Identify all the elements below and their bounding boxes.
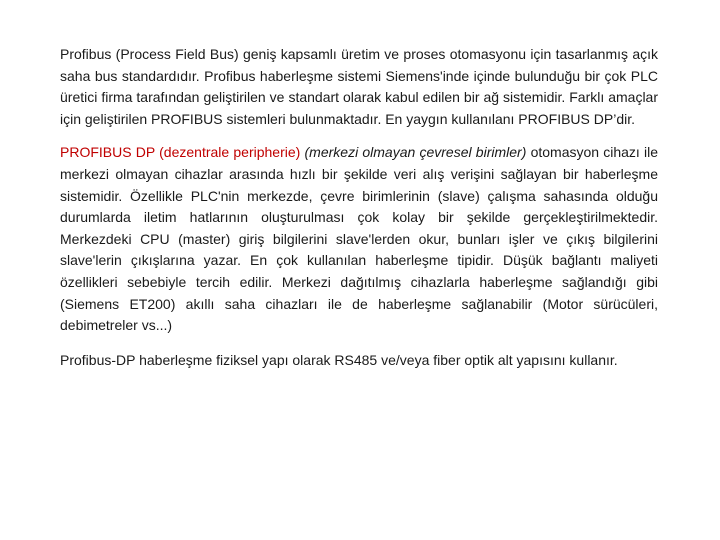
paragraph-physical-layer: Profibus-DP haberleşme fiziksel yapı olarak RS485 ve/veya fiber optik alt yapısını kullanır. <box>60 351 618 368</box>
profibus-dp-translation: (merkezi olmayan çevresel birimler) <box>304 144 527 161</box>
paragraph-profibus-dp <box>60 142 658 336</box>
profibus-dp-term: PROFIBUS DP (dezentrale peripherie) <box>60 144 301 161</box>
profibus-dp-description: otomasyon cihazı ile merkezi olmayan cihazlar arasında hızlı bir şekilde veri alış verişini sağlayan bir haberleşme sistemidir. Özellikle PLC'nin merkezde, çevre birimlerinin (slave) çalışma sahasında olduğu durumlarda iletim hatlarının oluşturulması çok kolay bir şekilde gerçekleştirilmektedir. Merkezdeki CPU (master) giriş bilgilerini slave'lerden okur, bunları işler ve çıkış bilgilerini slave'lerin çıkışlarına yazar. En çok kullanılan haberleşme tipidir. Düşük bağlantı maliyeti özellikleri sebebiyle tercih edilir. Merkezi dağıtılmış cihazlarla haberleşme sağlandığı gibi (Siemens ET200) akıllı saha cihazları ile de haberleşme sağlanabilir (Motor sürücüleri, debimetreler vs...) <box>60 144 659 334</box>
paragraph-profibus-intro: Profibus (Process Field Bus) geniş kapsamlı üretim ve proses otomasyonu için tasarlanmış açık saha bus standardıdır. Profibus haberleşme sistemi Siemens'inde içinde bulunduğu bir çok PLC üretici firma tarafından geliştirilen ve standart olarak kabul edilen bir ağ sistemidir. Farklı amaçlar için geliştirilen PROFIBUS sistemleri bulunmaktadır. En yaygın kullanılanı PROFIBUS DP’dir. <box>60 46 658 127</box>
text-body <box>60 44 658 371</box>
